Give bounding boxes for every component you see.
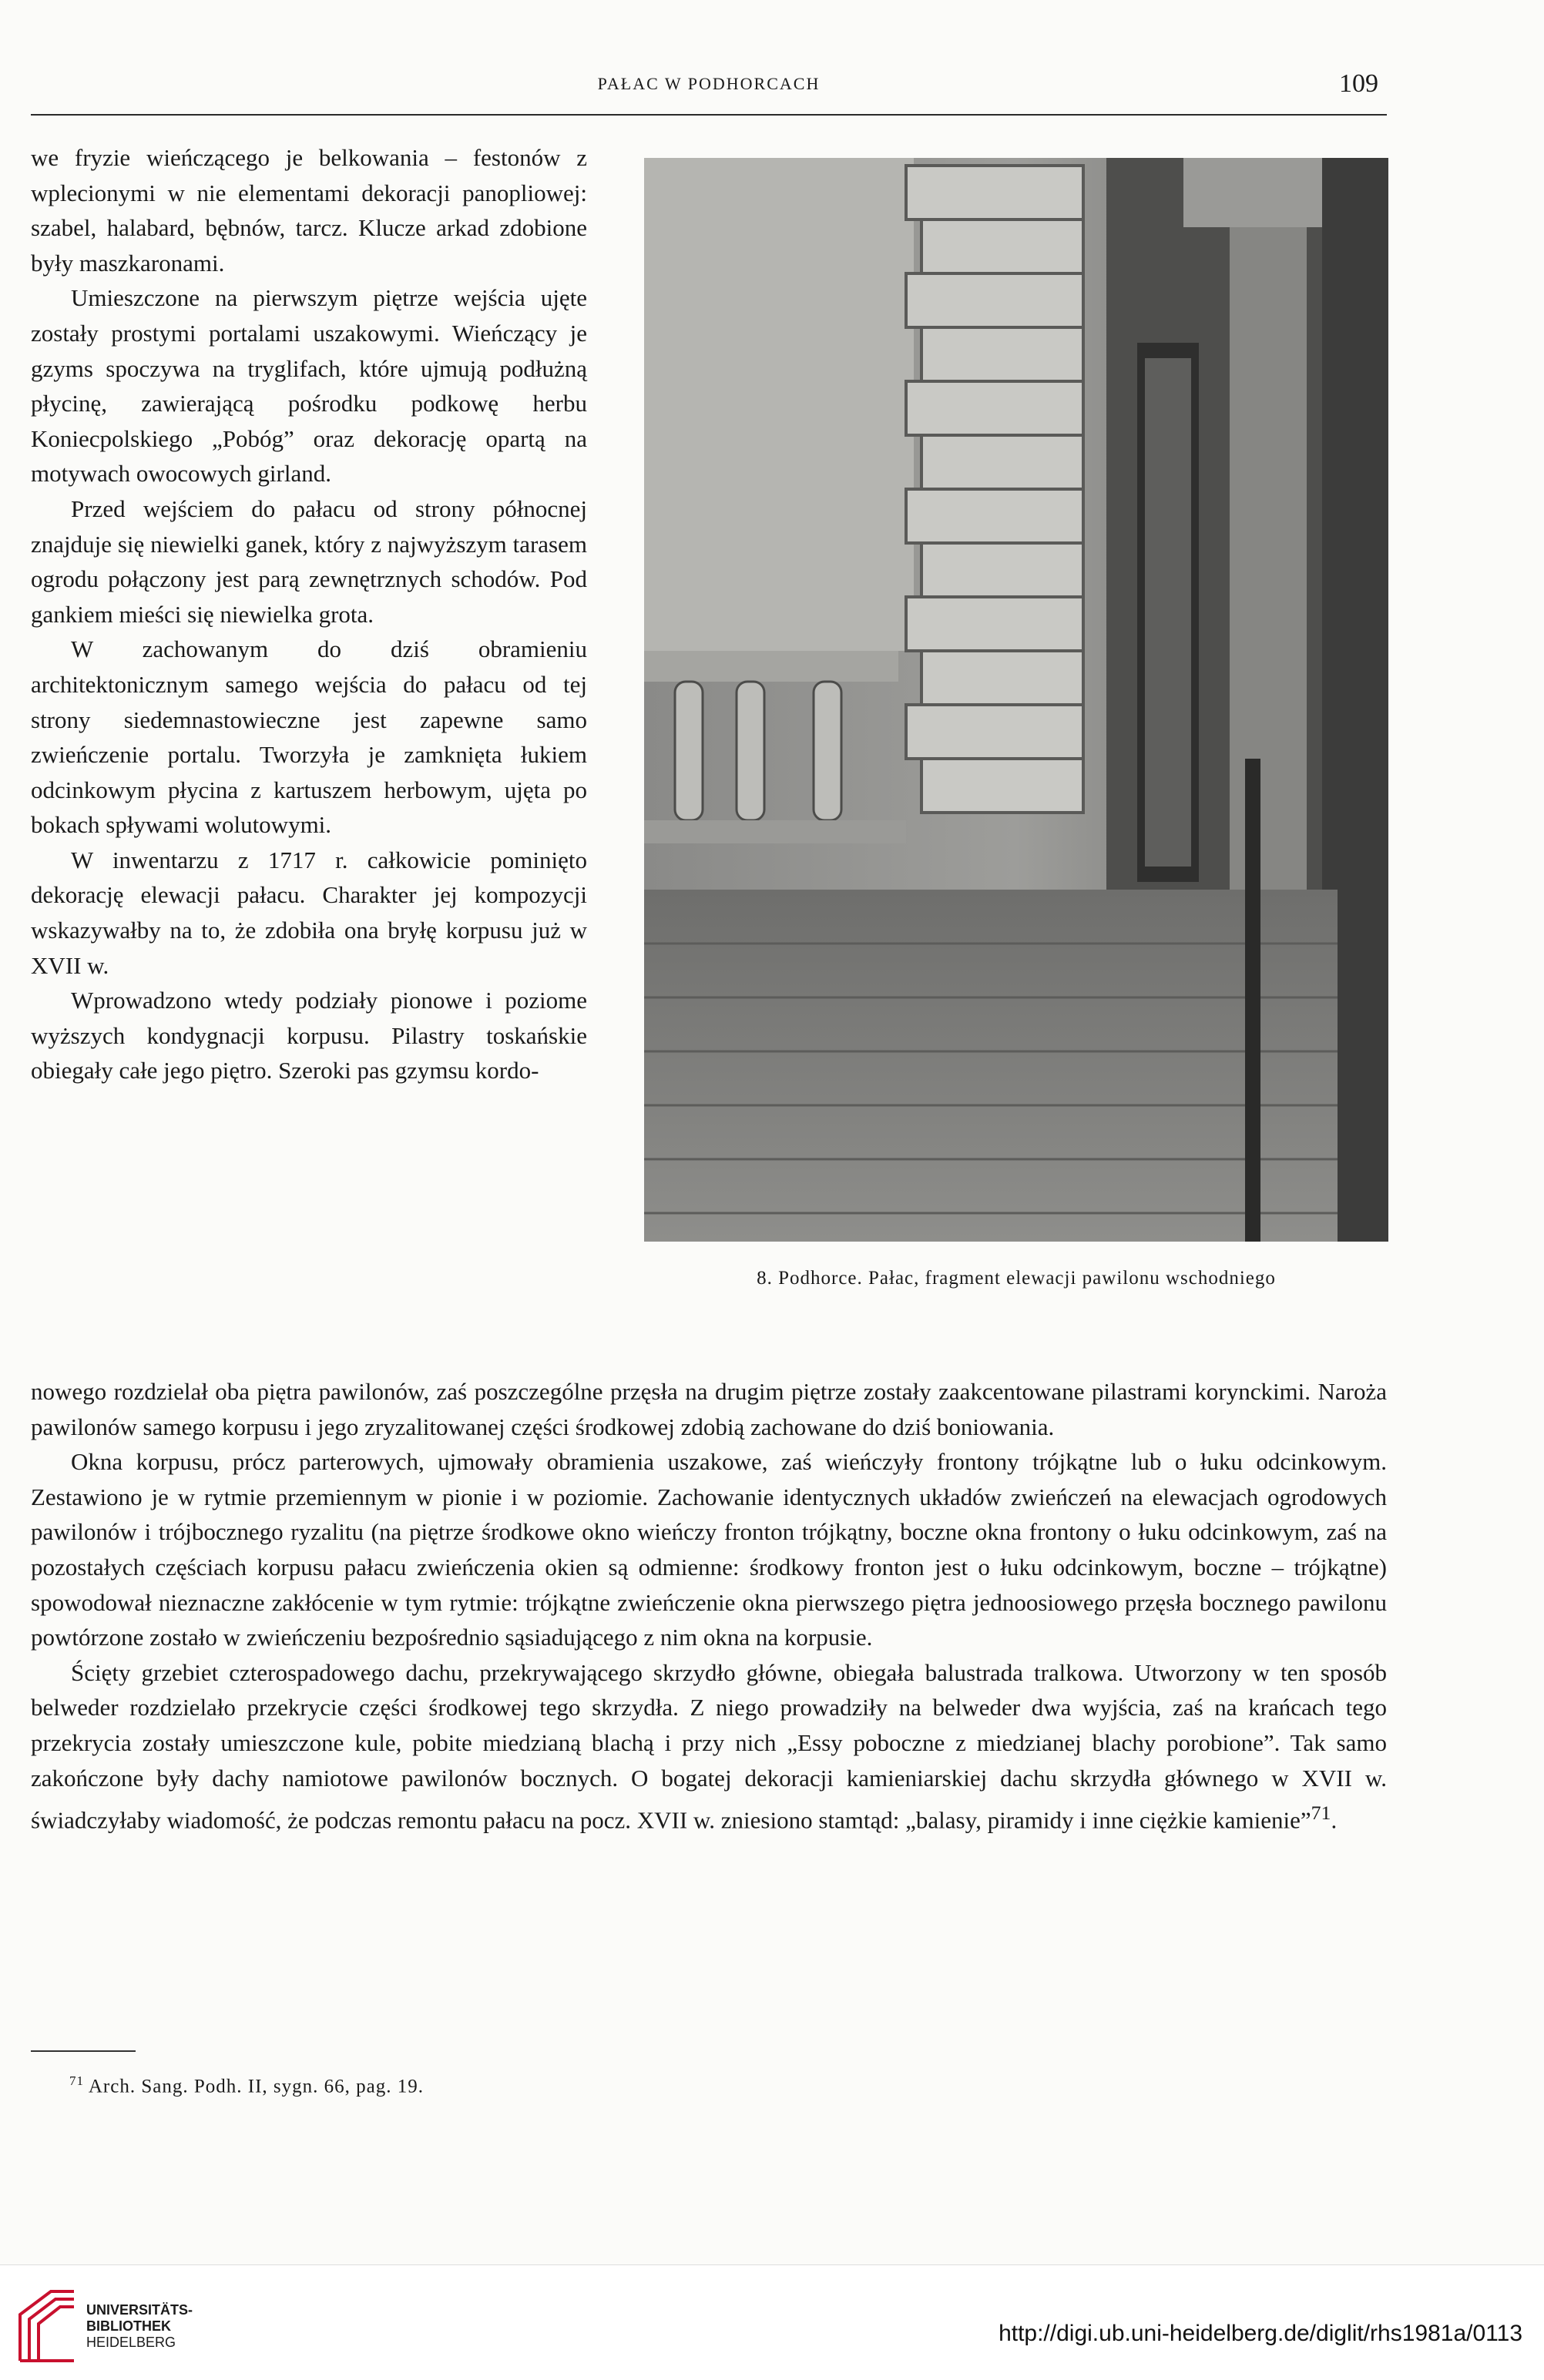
- paragraph: Okna korpusu, prócz parterowych, ujmowały obramienia uszakowe, zaś wieńczyły frontony trójkątne lub o łuku odcinkowym. Zestawiono je w rytmie przemiennym w pionie i w poziomie. Zachowanie identycznych układów zwieńczeń na elewacjach ogrodowych pawilonów i trójbocznego ryzalitu (na piętrze środkowe okno wieńczy fronton trójkątny, boczne okna frontony o łuku odcinkowym, zaś na pozostałych częściach korpusu pałacu zwieńczenia okien są odmienne: środkowy fronton jest o łuku odcinkowym, boczne – trójkątne) spowodował nieznaczne zakłócenie w tym rytmie: trójkątne zwieńczenie okna pierwszego piętra jednoosiowego przęsła bocznego pawilonu powtórzone zostało w zwieńczeniu bezpośrednio sąsiadującego z nim okna na korpusie.: [31, 1448, 1387, 1651]
- paragraph: we fryzie wieńczącego je belkowania – festonów z wplecionymi w nie elementami dekoracji panopliowej: szabel, halabard, bębnów, tarcz. Klucze arkad zdobione były maszkaronami.: [31, 144, 587, 277]
- full-width-text: [31, 1374, 1387, 1838]
- logo-line: UNIVERSITÄTS-: [86, 2302, 193, 2318]
- logo-line: HEIDELBERG: [86, 2335, 176, 2350]
- running-title: PAŁAC W PODHORCACH: [597, 74, 821, 93]
- paragraph: Ścięty grzebiet czterospadowego dachu, przekrywającego skrzydło główne, obiegała balustrada tralkowa. Utworzony w ten sposób belweder rozdzielało przekrycie części środkowej tego skrzydła. Z niego prowadziły na belweder dwa wyjścia, zaś na krańcach tego przekrycia zostały umieszczone kule, pobite miedzianą blachą i przy nich „Essy poboczne z miedzianej blachy porobione”. Tak samo zakończone były dachy namiotowe pawilonów bocznych. O bogatej dekoracji kamieniarskiej dachu skrzydła głównego w XVII w. świadczyłaby wiadomość, że podczas remontu pałacu na pocz. XVII w. zniesiono stamtąd: „balasy, piramidy i inne ciężkie kamienie”$^{71}$.: [31, 1658, 1387, 1834]
- footnote-rule: [31, 2050, 136, 2052]
- footnote-reference[interactable]: 71: [1311, 1802, 1331, 1825]
- figure-caption: 8. Podhorce. Pałac, fragment elewacji pawilonu wschodniego: [757, 1268, 1276, 1289]
- logo-line: BIBLIOTHEK: [86, 2318, 171, 2334]
- paragraph: W zachowanym do dziś obramieniu architektonicznym samego wejścia do pałacu od tej strony siedemnastowieczne jest zapewne samo zwieńczenie portalu. Tworzyła je zamknięta łukiem odcinkowym płycina z kartuszem herbowym, ujęta po bokach spływami wolutowymi.: [31, 635, 587, 839]
- header-rule: [31, 114, 1387, 116]
- paragraph: Przed wejściem do pałacu od strony północnej znajduje się niewielki ganek, który z najwyższym tarasem ogrodu połączony jest parą zewnętrznych schodów. Pod gankiem mieści się niewielka grota.: [31, 494, 587, 628]
- paragraph-text: Ścięty grzebiet czterospadowego dachu, przekrywającego skrzydło główne, obiegała balustrada tralkowa. Utworzony w ten sposób belweder rozdzielało przekrycie części środkowej tego skrzydła. Z niego prowadziły na belweder dwa wyjścia, zaś na krańcach tego przekrycia zostały umieszczone kule, pobite miedzianą blachą i przy nich „Essy poboczne z miedzianej blachy porobione”. Tak samo zakończone były dachy namiotowe pawilonów bocznych. O bogatej dekoracji kamieniarskiej dachu skrzydła głównego w XVII w. świadczyłaby wiadomość, że podczas remontu pałacu na pocz. XVII w. zniesiono stamtąd: „balasy, piramidy i inne ciężkie kamienie”: [31, 1658, 1387, 1834]
- paragraph: nowego rozdzielał oba piętra pawilonów, zaś poszczególne przęsła na drugim piętrze zostały zaakcentowane pilastrami korynckimi. Naroża pawilonów samego korpusu i jego zryzalitowanej części środkowej zdobią zachowane do dziś boniowania.: [31, 1378, 1387, 1440]
- library-footer: [0, 2264, 1544, 2380]
- library-logo-icon[interactable]: [12, 2284, 83, 2368]
- column-text: [31, 140, 587, 1088]
- palace-facade-photo: [644, 158, 1388, 1242]
- figure-photo: [644, 158, 1388, 1242]
- paragraph: Wprowadzono wtedy podziały pionowe i poziome wyższych kondygnacji korpusu. Pilastry toskańskie obiegały całe jego piętro. Szeroki pas gzymsu kordo-: [31, 987, 587, 1084]
- footnote-text: Arch. Sang. Podh. II, sygn. 66, pag. 19.: [84, 2076, 424, 2097]
- page-number: 109: [1339, 69, 1378, 98]
- footnote: [69, 2073, 424, 2097]
- permalink[interactable]: http://digi.ub.uni-heidelberg.de/diglit/rhs1981a/0113: [999, 2321, 1522, 2346]
- paragraph: W inwentarzu z 1717 r. całkowicie pominięto dekorację elewacji pałacu. Charakter jej kompozycji wskazywałby na to, że zdobiła ona bryłę korpusu już w XVII w.: [31, 846, 587, 979]
- footnote-number: 71: [69, 2073, 84, 2088]
- library-name: [86, 2302, 193, 2351]
- paragraph: Umieszczone na pierwszym piętrze wejścia ujęte zostały prostymi portalami uszakowymi. Wieńczący je gzyms spoczywa na tryglifach, które ujmują podłużną płycinę, zawierającą pośrodku podkowę herbu Koniecpolskiego „Pobóg” oraz dekorację opartą na motywach owocowych girland.: [31, 284, 587, 488]
